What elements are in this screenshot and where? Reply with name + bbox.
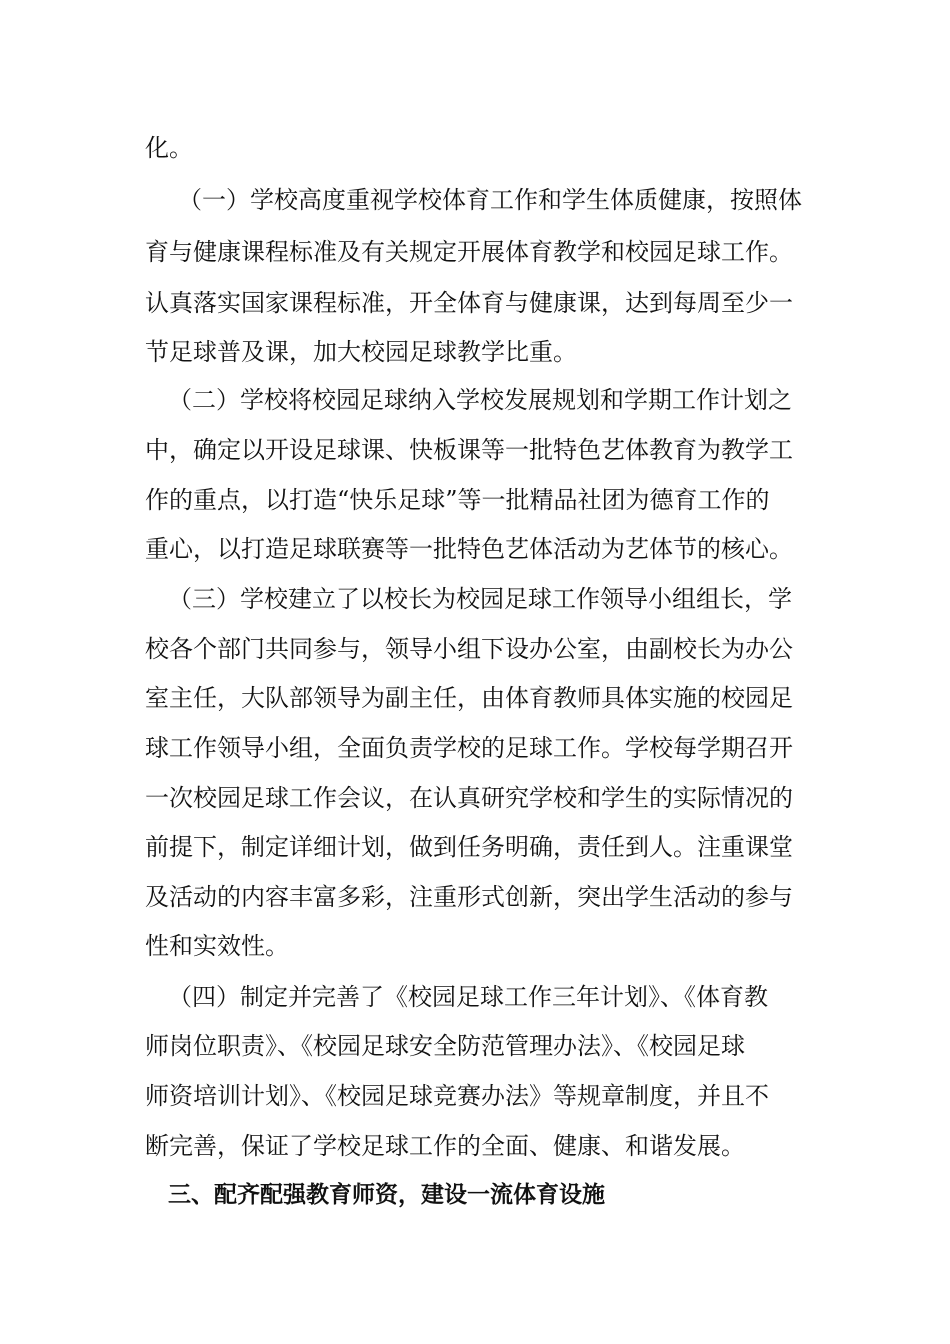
text-line: （一）学校高度重视学校体育工作和学生体质健康，按照体 xyxy=(178,186,802,214)
text-line: 认真落实国家课程标准，开全体育与健康课，达到每周至少一 xyxy=(145,289,793,317)
text-line: 中，确定以开设足球课、快板课等一批特色艺体教育为教学工 xyxy=(145,436,793,464)
text-line: 重心，以打造足球联赛等一批特色艺体活动为艺体节的核心。 xyxy=(145,535,793,563)
section-heading: 三、配齐配强教育师资，建设一流体育设施 xyxy=(168,1182,605,1208)
text-line: 节足球普及课，加大校园足球教学比重。 xyxy=(145,338,577,366)
text-line: 师资培训计划》、《校园足球竞赛办法》等规章制度，并且不 xyxy=(145,1082,769,1110)
text-line: 性和实效性。 xyxy=(145,932,289,960)
text-line: 育与健康课程标准及有关规定开展体育教学和校园足球工作。 xyxy=(145,238,793,266)
text-line: 及活动的内容丰富多彩，注重形式创新，突出学生活动的参与 xyxy=(145,883,793,911)
text-line: （三）学校建立了以校长为校园足球工作领导小组组长，学 xyxy=(168,585,792,613)
text-line: （二）学校将校园足球纳入学校发展规划和学期工作计划之 xyxy=(168,386,792,414)
text-line: 一次校园足球工作会议，在认真研究学校和学生的实际情况的 xyxy=(145,784,793,812)
text-line: 室主任，大队部领导为副主任，由体育教师具体实施的校园足 xyxy=(145,684,793,712)
text-line: 作的重点，以打造“快乐足球”等一批精品社团为德育工作的 xyxy=(145,486,770,514)
text-line: 前提下，制定详细计划，做到任务明确，责任到人。注重课堂 xyxy=(145,833,793,861)
text-line: 球工作领导小组，全面负责学校的足球工作。学校每学期召开 xyxy=(145,734,793,762)
text-line: 断完善，保证了学校足球工作的全面、健康、和谐发展。 xyxy=(145,1132,745,1160)
text-line: 师岗位职责》、《校园足球安全防范管理办法》、《校园足球 xyxy=(145,1032,745,1060)
text-line: 校各个部门共同参与，领导小组下设办公室，由副校长为办公 xyxy=(145,635,793,663)
text-line: （四）制定并完善了《校园足球工作三年计划》、《体育教 xyxy=(168,983,768,1011)
text-line: 化。 xyxy=(145,134,193,162)
